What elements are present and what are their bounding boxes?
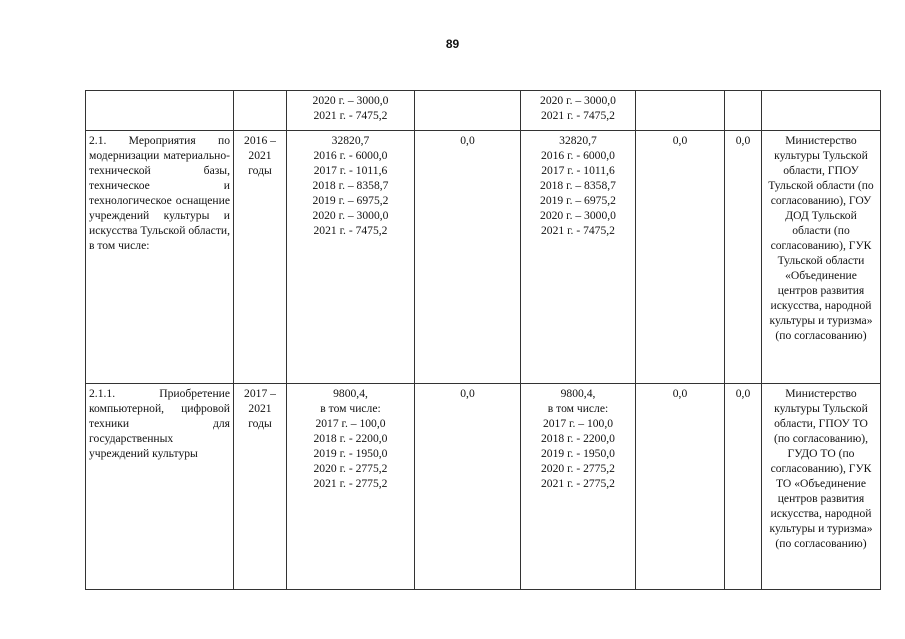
cell-text: 2018 г. – 8358,7 — [312, 179, 389, 192]
cell-text: 2019 г. – 6975,2 — [540, 194, 616, 207]
municipal-budget-cell — [636, 131, 725, 384]
cell-text: 2017 – — [244, 387, 276, 400]
cell-text: 0,0 — [735, 387, 751, 400]
activity-name-cell — [86, 91, 234, 131]
cell-text: 2018 г. - 2200,0 — [313, 432, 388, 445]
cell-text: 2.1. Мероприятия по модернизации материально-технической базы, техническое и технологическое оснащение учреждений культуры и искусства Тульской области, в том числе: — [89, 134, 230, 252]
cell-text: Министерство культуры Тульской области, ГПОУ Тульской области (по согласованию), ГОУ ДОД Тульской области (по согласованию), ГУК Тульской области «Объединение центров развития искусства, народной культуры и туризма» (по согласованию) — [768, 134, 874, 342]
cell-text: 2021 — [248, 149, 272, 162]
table-body — [86, 91, 881, 590]
table-row — [86, 91, 881, 131]
cell-text: 2018 г. - 2200,0 — [541, 432, 615, 445]
other-sources-cell — [725, 91, 762, 131]
regional-budget-cell — [521, 131, 636, 384]
term-cell — [234, 384, 287, 590]
cell-text: 2018 г. – 8358,7 — [540, 179, 616, 192]
cell-text: годы — [248, 164, 272, 177]
page-number: 89 — [445, 37, 460, 51]
cell-text: 2021 г. - 7475,2 — [541, 109, 615, 122]
cell-text: 0,0 — [460, 134, 475, 147]
cell-text: 0,0 — [735, 134, 751, 147]
total-funding-cell — [287, 384, 415, 590]
executor-cell — [762, 91, 881, 131]
cell-text: 0,0 — [460, 387, 475, 400]
federal-budget-cell — [415, 384, 521, 590]
cell-text: 2016 – — [244, 134, 276, 147]
cell-text: Министерство культуры Тульской области, ГПОУ ТО (по согласованию), ГУДО ТО (по согласованию), ГУК ТО «Объединение центров развития искусства, народной культуры и туризма» (по согласованию) — [769, 387, 873, 550]
cell-text: 2021 — [248, 402, 272, 415]
term-cell — [234, 131, 287, 384]
cell-text: 2020 г. - 2775,2 — [541, 462, 615, 475]
cell-text: 0,0 — [672, 387, 688, 400]
federal-budget-cell — [415, 131, 521, 384]
cell-text: 2019 г. - 1950,0 — [313, 447, 388, 460]
cell-text: 9800,4, — [333, 387, 368, 400]
regional-budget-cell — [521, 384, 636, 590]
executor-cell — [762, 384, 881, 590]
other-sources-cell — [725, 131, 762, 384]
activity-name-cell — [86, 384, 234, 590]
cell-text: 32820,7 — [331, 134, 370, 147]
cell-text: 2021 г. - 7475,2 — [313, 224, 388, 237]
term-cell — [234, 91, 287, 131]
total-funding-cell — [287, 131, 415, 384]
cell-text: 2017 г. - 1011,6 — [541, 164, 615, 177]
cell-text: 2020 г. – 3000,0 — [540, 94, 616, 107]
cell-text: 2020 г. – 3000,0 — [312, 209, 389, 222]
total-funding-cell — [287, 91, 415, 131]
cell-text: 2021 г. - 7475,2 — [313, 109, 388, 122]
cell-text: в том числе: — [320, 402, 381, 415]
cell-text: 2019 г. – 6975,2 — [312, 194, 389, 207]
cell-text: 2019 г. - 1950,0 — [541, 447, 615, 460]
cell-text: 2017 г. – 100,0 — [315, 417, 386, 430]
cell-text: 2016 г. - 6000,0 — [313, 149, 388, 162]
municipal-budget-cell — [636, 91, 725, 131]
federal-budget-cell — [415, 91, 521, 131]
program-activities-table — [85, 90, 881, 590]
cell-text: годы — [248, 417, 272, 430]
other-sources-cell — [725, 384, 762, 590]
cell-text: 2021 г. - 2775,2 — [313, 477, 388, 490]
cell-text: 9800,4, — [560, 387, 596, 400]
cell-text: 2020 г. – 3000,0 — [540, 209, 616, 222]
municipal-budget-cell — [636, 384, 725, 590]
cell-text: 2021 г. - 2775,2 — [541, 477, 615, 490]
cell-text: 32820,7 — [559, 134, 597, 147]
cell-text: 2020 г. - 2775,2 — [313, 462, 388, 475]
cell-text: 0,0 — [672, 134, 688, 147]
activity-name-cell — [86, 131, 234, 384]
table-row — [86, 384, 881, 590]
table-row — [86, 131, 881, 384]
cell-text: 2016 г. - 6000,0 — [541, 149, 615, 162]
cell-text: в том числе: — [547, 402, 609, 415]
cell-text: 2020 г. – 3000,0 — [312, 94, 389, 107]
cell-text: 2017 г. - 1011,6 — [313, 164, 388, 177]
cell-text: 2021 г. - 7475,2 — [541, 224, 615, 237]
cell-text: 2017 г. – 100,0 — [542, 417, 614, 430]
cell-text: 2.1.1. Приобретение компьютерной, цифровой техники для государственных учреждений культуры — [89, 387, 230, 460]
executor-cell — [762, 131, 881, 384]
regional-budget-cell — [521, 91, 636, 131]
